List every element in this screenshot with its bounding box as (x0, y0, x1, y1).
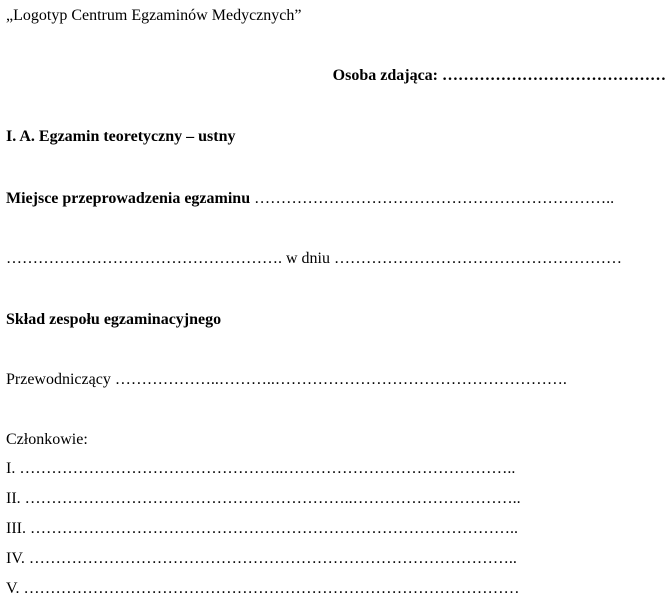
logo-placeholder: „Logotyp Centrum Egzaminów Medycznych” (6, 7, 302, 24)
member-row (6, 519, 518, 539)
candidate-label: Osoba zdająca: (332, 67, 438, 84)
member-row (6, 549, 517, 569)
member-value: …………………………………………..…………………………………….. (19, 460, 516, 477)
candidate-value: …………………………………… (442, 67, 666, 84)
chair-label: Przewodniczący (6, 371, 111, 388)
member-value: ……………………………………………………………………………….. (29, 520, 518, 537)
member-row (6, 579, 520, 599)
section-title: I. A. Egzamin teoretyczny – ustny (6, 128, 236, 145)
member-row (6, 459, 515, 479)
member-number: II. (6, 490, 21, 507)
exam-place-date-line: ……………………………………………. w dniu ……………………………………………… (6, 250, 622, 267)
member-number: III. (6, 520, 26, 537)
committee-heading: Skład zespołu egzaminacyjnego (6, 311, 222, 328)
member-number: V. (6, 580, 20, 597)
member-number: IV. (6, 550, 25, 567)
member-value: ……………………………………………………………………………….. (28, 550, 517, 567)
member-value: ………………………………………………………………………………… (23, 580, 520, 597)
member-number: I. (6, 460, 16, 477)
exam-place-value: ………………………………………………………….. (254, 190, 615, 207)
exam-place-label: Miejsce przeprowadzenia egzaminu (6, 190, 251, 207)
exam-place-field (6, 189, 614, 209)
member-row (6, 489, 521, 509)
member-value: ……………………………………………………..………………………….. (24, 490, 521, 507)
candidate-field (333, 66, 666, 86)
chair-field (6, 370, 567, 390)
chair-value: ………………..………..………………………………………………. (114, 371, 567, 388)
members-label: Członkowie: (6, 431, 88, 448)
